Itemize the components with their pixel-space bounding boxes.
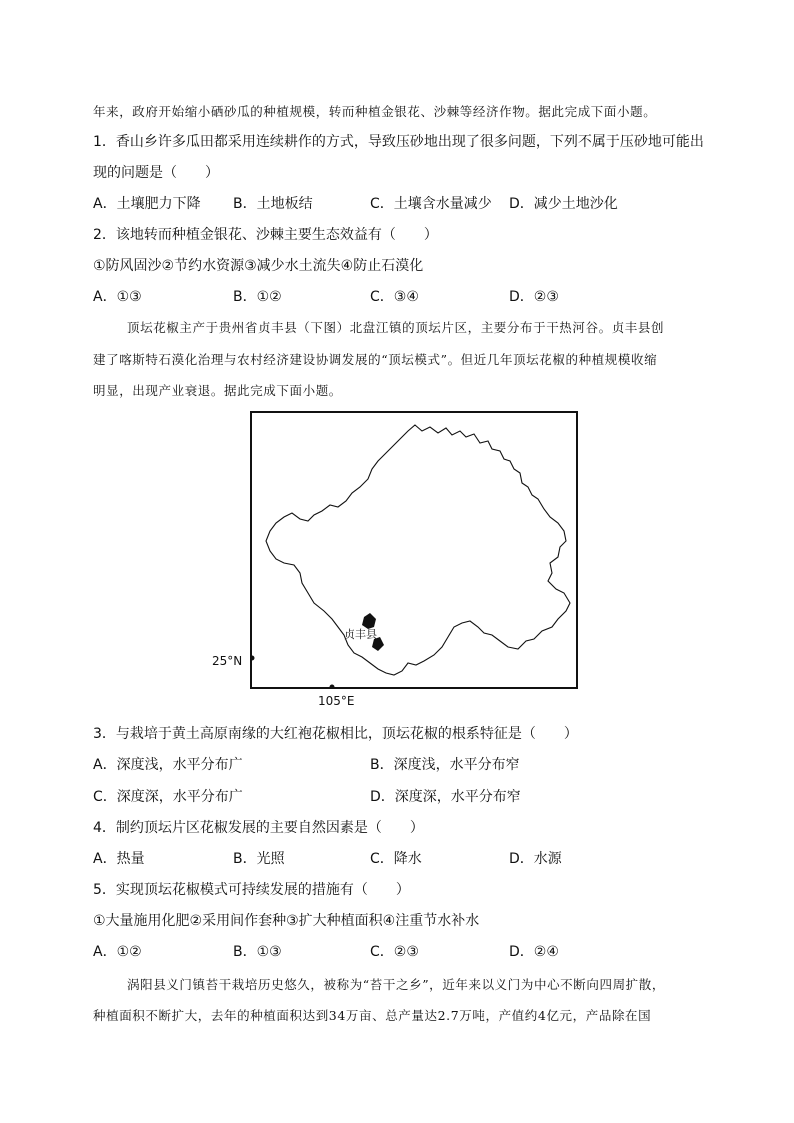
q5-option-d: D．②④: [509, 944, 559, 960]
q2-items: ①防风固沙②节约水资源③减少水土流失④防止石漠化: [93, 258, 424, 274]
q2-option-a: A．①③: [93, 289, 142, 305]
question-1-stem: 1．香山乡许多瓜田都采用连续耕作的方式，导致压砂地出现了很多问题，下列不属于压砂地可能出: [93, 134, 704, 150]
q4-option-d: D．水源: [509, 851, 562, 867]
q2-option-d: D．②③: [509, 289, 559, 305]
q3-option-a: A．深度浅，水平分布广: [93, 757, 243, 773]
q5-option-c: C．②③: [370, 944, 419, 960]
question-1-stem-cont: 现的问题是（ ）: [93, 165, 219, 181]
passage-3-line-2: 种植面积不断扩大，去年的种植面积达到34万亩、总产量达2.7万吨，产值约4亿元，产品除在国: [93, 1008, 652, 1023]
q1-option-b: B．土地板结: [233, 196, 313, 212]
passage-2-line-1: 顶坛花椒主产于贵州省贞丰县（下图）北盘江镇的顶坛片区，主要分布于干热河谷。贞丰县创: [127, 320, 665, 335]
q4-option-c: C．降水: [370, 851, 422, 867]
latitude-tick-point: [252, 656, 255, 661]
question-5-stem: 5．实现顶坛花椒模式可持续发展的措施有（ ）: [93, 882, 410, 898]
q1-option-d: D．减少土地沙化: [509, 196, 618, 212]
q5-option-b: B．①③: [233, 944, 282, 960]
q5-option-a: A．①②: [93, 944, 142, 960]
county-label: 贞丰县: [344, 628, 377, 641]
longitude-tick-point: [330, 685, 335, 688]
q2-option-b: B．①②: [233, 289, 282, 305]
q2-option-c: C．③④: [370, 289, 419, 305]
question-4-stem: 4．制约顶坛片区花椒发展的主要自然因素是（ ）: [93, 820, 424, 836]
passage-2-line-2: 建了喀斯特石漠化治理与农村经济建设协调发展的“顶坛模式”。但近几年顶坛花椒的种植规模收缩: [93, 352, 658, 367]
q4-option-b: B．光照: [233, 851, 285, 867]
province-outline: [266, 425, 570, 675]
q1-option-a: A．土壤肥力下降: [93, 196, 201, 212]
passage-2-line-3: 明显，出现产业衰退。据此完成下面小题。: [93, 383, 342, 398]
question-3-stem: 3．与栽培于黄土高原南缘的大红袍花椒相比，顶坛花椒的根系特征是（ ）: [93, 726, 578, 742]
q1-option-c: C．土壤含水量减少: [370, 196, 492, 212]
q3-option-b: B．深度浅，水平分布窄: [370, 757, 520, 773]
q3-option-c: C．深度深，水平分布广: [93, 789, 243, 805]
longitude-label: 105°E: [318, 694, 355, 708]
latitude-label: 25°N: [212, 654, 243, 668]
guizhou-outline-map: [252, 413, 576, 687]
map-frame: [250, 411, 578, 689]
q5-items: ①大量施用化肥②采用间作套种③扩大种植面积④注重节水补水: [93, 913, 480, 929]
question-2-stem: 2．该地转而种植金银花、沙棘主要生态效益有（ ）: [93, 227, 438, 243]
q3-option-d: D．深度深，水平分布窄: [370, 789, 521, 805]
intro-tail: 年来，政府开始缩小硒砂瓜的种植规模，转而种植金银花、沙棘等经济作物。据此完成下面小题。: [93, 104, 657, 119]
passage-3-line-1: 涡阳县义门镇苔干栽培历史悠久，被称为“苔干之乡”，近年来以义门为中心不断向四周扩散，: [127, 977, 665, 992]
q4-option-a: A．热量: [93, 851, 145, 867]
